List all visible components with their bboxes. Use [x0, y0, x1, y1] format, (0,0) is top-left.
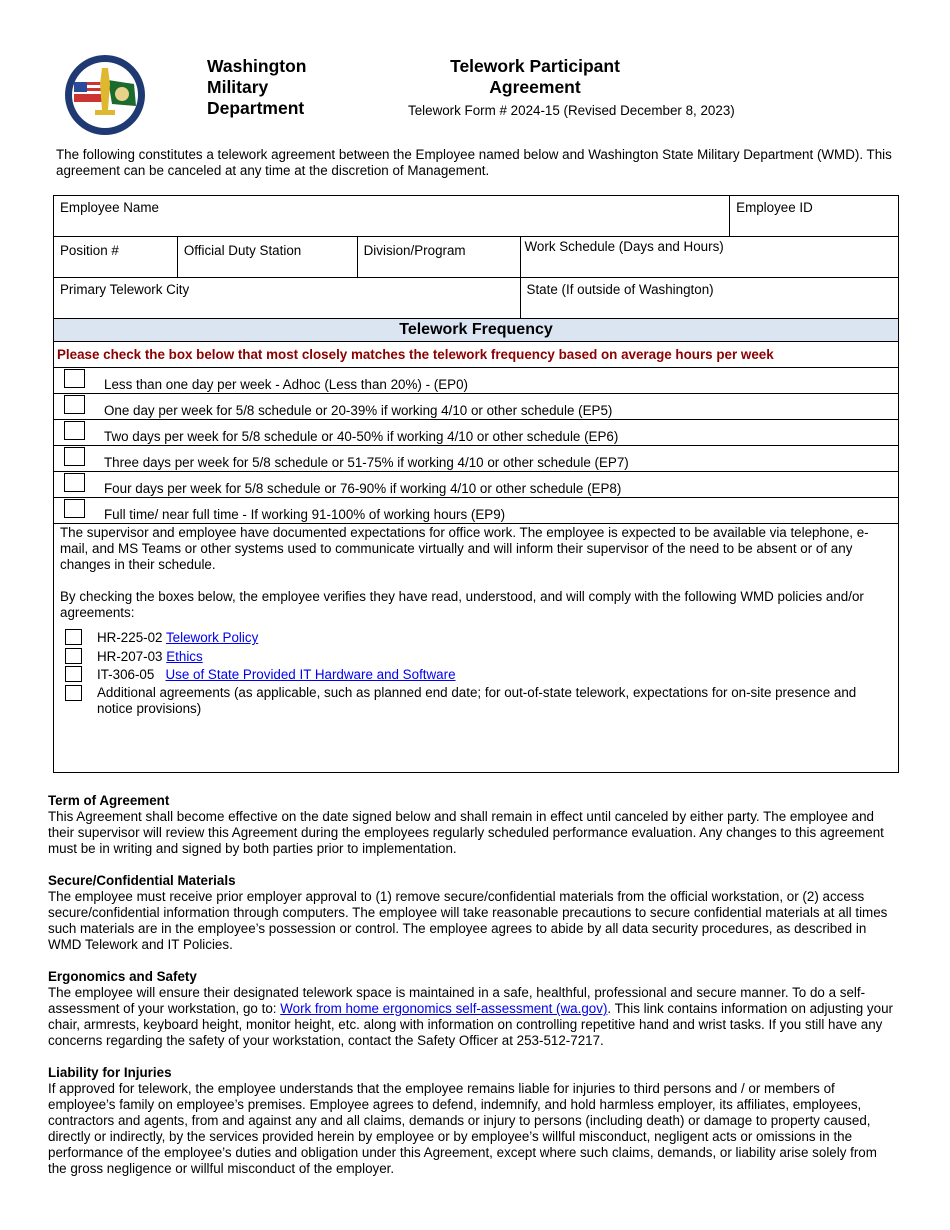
- form-number: Telework Form # 2024-15 (Revised December 8, 2023): [408, 103, 735, 118]
- option-label: Less than one day per week - Adhoc (Less than 20%) - (EP0): [104, 377, 468, 392]
- policy-item: [65, 648, 892, 667]
- title-line: Telework Participant: [450, 56, 620, 76]
- frequency-instruction: Please check the box below that most closely matches the telework frequency based on average hours per week: [54, 342, 899, 368]
- checkbox[interactable]: [65, 629, 82, 645]
- expectations-cell: [54, 524, 899, 773]
- field-label: State (If outside of Washington): [526, 282, 714, 297]
- org-line: Military: [207, 77, 269, 97]
- policy-code: HR-225-02: [97, 630, 163, 645]
- it-hardware-link[interactable]: Use of State Provided IT Hardware and Software: [165, 667, 456, 682]
- organization-name: [207, 56, 306, 119]
- section-text: This Agreement shall become effective on the date signed below and shall remain in effect until canceled by either party. The employee and their supervisor will review this Agreement during the employees regularly scheduled performance evaluation. Any changes to this agreement must be in writing and signed by both parties prior to implementation.: [48, 809, 884, 856]
- term-section: [48, 793, 898, 857]
- frequency-option[interactable]: [54, 394, 899, 420]
- section-text: [48, 985, 898, 1049]
- field-label: Division/Program: [363, 243, 466, 258]
- additional-agreements-text: Additional agreements (as applicable, such as planned end date; for out-of-state telework, expectations for on-site presence and notice provisions): [97, 684, 857, 716]
- verify-text: By checking the boxes below, the employee verifies they have read, understood, and will comply with the following WMD policies and/or agreements:: [60, 589, 864, 620]
- expectations-text: The supervisor and employee have documented expectations for office work. The employee is expected to be available via telephone, e-mail, and MS Teams or other systems used to communicate virtually and will inform their supervisor of the need to be absent or of any changes in their schedule.: [60, 525, 869, 572]
- ergonomics-section: [48, 969, 898, 1049]
- agreement-form-table: [53, 195, 899, 773]
- checkbox[interactable]: [65, 666, 82, 682]
- field-label: Work Schedule (Days and Hours): [524, 239, 724, 254]
- duty-station-field[interactable]: [177, 237, 357, 278]
- policy-item: [65, 685, 892, 717]
- section-title: Liability for Injuries: [48, 1065, 172, 1080]
- intro-text: The following constitutes a telework agreement between the Employee named below and Washington State Military Department (WMD). This agreement can be canceled at any time at the discretion of Management.: [56, 147, 892, 178]
- option-label: Four days per week for 5/8 schedule or 76-90% if working 4/10 or other schedule (EP8): [104, 481, 622, 496]
- telework-frequency-heading: Telework Frequency: [54, 319, 899, 342]
- policy-code: HR-207-03: [97, 648, 163, 664]
- field-label: Employee ID: [736, 200, 813, 215]
- policy-item: [65, 629, 892, 648]
- frequency-option[interactable]: [54, 368, 899, 394]
- checkbox[interactable]: [64, 395, 85, 414]
- state-field[interactable]: [520, 278, 898, 319]
- work-schedule-field[interactable]: [520, 237, 898, 278]
- division-field[interactable]: [357, 237, 520, 278]
- section-title: Term of Agreement: [48, 793, 170, 808]
- checkbox[interactable]: [65, 648, 82, 664]
- policy-list: [60, 629, 892, 717]
- employee-name-field[interactable]: [54, 196, 730, 237]
- frequency-option[interactable]: [54, 446, 899, 472]
- liability-section: [48, 1065, 898, 1177]
- checkbox[interactable]: [64, 499, 85, 518]
- option-label: Full time/ near full time - If working 91-100% of working hours (EP9): [104, 507, 506, 522]
- position-field[interactable]: [54, 237, 178, 278]
- field-label: Employee Name: [60, 200, 159, 215]
- field-label: Primary Telework City: [60, 282, 190, 297]
- employee-id-field[interactable]: [730, 196, 899, 237]
- telework-policy-link[interactable]: Telework Policy: [165, 630, 259, 645]
- field-label: Official Duty Station: [183, 243, 302, 258]
- checkbox[interactable]: [64, 473, 85, 492]
- option-label: Two days per week for 5/8 schedule or 40-50% if working 4/10 or other schedule (EP6): [104, 429, 619, 444]
- text: The employee will ensure their designated telework space is maintained in a safe, healthful, professional and secure manner. To do a self-assessment of your workstation, go to:: [48, 985, 866, 1016]
- wmd-seal-logo: [62, 54, 148, 136]
- org-line: Washington: [207, 56, 307, 76]
- frequency-option[interactable]: [54, 472, 899, 498]
- telework-city-field[interactable]: [54, 278, 521, 319]
- checkbox[interactable]: [64, 369, 85, 388]
- section-text: The employee must receive prior employer approval to (1) remove secure/confidential materials from the official workstation, or (2) access secure/confidential information through computers. The employee will take reasonable precautions to secure confidential materials at all times such materials are in the employee’s possession or control. The employee agrees to abide by all data security procedures, as described in WMD Telework and IT Policies.: [48, 889, 888, 952]
- text: . This link contains information on adjusting your chair, armrests, keyboard height, monitor height, etc. along with information on controlling repetitive hand and wrist tasks. If you still have any concerns regarding the safety of your workstation, contact the Safety Officer at 253-512-7217.: [48, 1001, 893, 1048]
- field-label: Position #: [60, 243, 119, 258]
- frequency-option[interactable]: [54, 420, 899, 446]
- confidential-section: [48, 873, 898, 953]
- ethics-link[interactable]: Ethics: [166, 648, 203, 664]
- option-label: One day per week for 5/8 schedule or 20-39% if working 4/10 or other schedule (EP5): [104, 403, 613, 418]
- section-text: If approved for telework, the employee understands that the employee remains liable for injuries to third persons and / or members of employee’s family on employee’s premises. Employee agrees to defend, indemnify, and hold harmless employer, its affiliates, employees, contractors and agents, from and against any and all claims, demands or injury to persons (including death) or damage to property caused, directly or indirectly, by the services provided herein by employee or by employee’s willful misconduct, negligent acts or omissions in the performance of the employee’s duties and obligation under this Agreement, except where such claims, demands, or liability arise solely from the gross negligence or willful misconduct of the employer.: [48, 1081, 877, 1176]
- form-title: [400, 56, 670, 98]
- title-line: Agreement: [489, 77, 581, 97]
- ergonomics-link[interactable]: Work from home ergonomics self-assessment (wa.gov): [280, 1001, 608, 1016]
- checkbox[interactable]: [64, 447, 85, 466]
- policy-code: IT-306-05: [97, 667, 155, 682]
- section-title: Secure/Confidential Materials: [48, 873, 236, 888]
- section-title: Ergonomics and Safety: [48, 969, 197, 984]
- checkbox[interactable]: [65, 685, 82, 701]
- policy-item: [65, 666, 892, 685]
- option-label: Three days per week for 5/8 schedule or 51-75% if working 4/10 or other schedule (EP7): [104, 455, 629, 470]
- org-line: Department: [207, 98, 305, 118]
- frequency-option[interactable]: [54, 498, 899, 524]
- checkbox[interactable]: [64, 421, 85, 440]
